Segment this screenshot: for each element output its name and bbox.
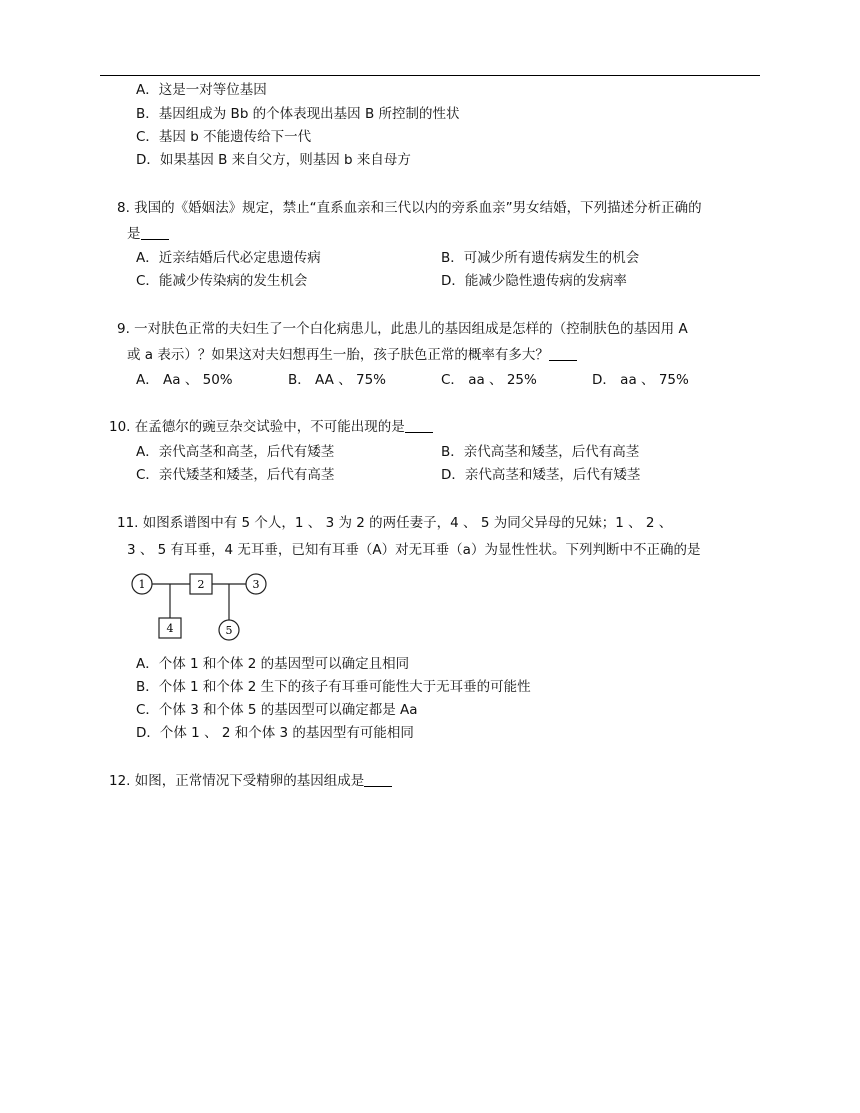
individual-3-label: 3 xyxy=(252,578,260,591)
q7-option-c: C．基因 b 不能遗传给下一代 xyxy=(136,129,312,145)
q9-stem-line2: 或 a 表示）？如果这对夫妇想再生一胎，孩子肤色正常的概率有多大？ xyxy=(127,345,577,365)
q10-option-d: D．亲代高茎和矮茎，后代有矮茎 xyxy=(441,467,641,483)
q10-option-c: C．亲代矮茎和矮茎，后代有高茎 xyxy=(136,467,335,483)
individual-5 xyxy=(219,620,239,640)
q11-option-c: C．个体 3 和个体 5 的基因型可以确定都是 Aa xyxy=(136,702,418,718)
q9-option-b: B． AA 、 75% xyxy=(288,372,386,388)
q9-option-d: D． aa 、 75% xyxy=(592,372,689,388)
q11-stem-line1: 11. 如图系谱图中有 5 个人，1 、 3 为 2 的两任妻子，4 、 5 为同父异母的兄妹；1 、 2 、 xyxy=(117,515,673,531)
header-rule xyxy=(100,75,760,76)
q8-stem-line1: 8. 我国的《婚姻法》规定，禁止“直系血亲和三代以内的旁系血亲”男女结婚，下列描述分析正确的 xyxy=(117,200,702,216)
q10-option-a: A．亲代高茎和高茎，后代有矮茎 xyxy=(136,444,335,460)
q9-stem-line1: 9. 一对肤色正常的夫妇生了一个白化病患儿，此患儿的基因组成是怎样的（控制肤色的基因用 A xyxy=(117,321,688,337)
individual-1 xyxy=(132,574,152,594)
answer-blank xyxy=(549,346,577,361)
q11-option-a: A．个体 1 和个体 2 的基因型可以确定且相同 xyxy=(136,656,410,672)
individual-1-label: 1 xyxy=(138,578,146,591)
q8-option-d: D．能减少隐性遗传病的发病率 xyxy=(441,273,627,289)
q10-option-b: B．亲代高茎和矮茎，后代有高茎 xyxy=(441,444,640,460)
q7-option-a: A．这是一对等位基因 xyxy=(136,82,267,98)
q11-stem-line2: 3 、 5 有耳垂，4 无耳垂，已知有耳垂（A）对无耳垂（a）为显性性状。下列判断中不正确的是 xyxy=(127,542,701,558)
q8-option-c: C．能减少传染病的发生机会 xyxy=(136,273,308,289)
q11-option-b: B．个体 1 和个体 2 生下的孩子有耳垂可能性大于无耳垂的可能性 xyxy=(136,679,531,695)
individual-4 xyxy=(159,618,181,638)
q8-stem-line2: 是 xyxy=(127,224,169,244)
individual-3 xyxy=(246,574,266,594)
answer-blank xyxy=(364,772,392,787)
q12-stem: 12. 如图，正常情况下受精卵的基因组成是 xyxy=(109,771,392,791)
q11-option-d: D．个体 1 、 2 和个体 3 的基因型有可能相同 xyxy=(136,725,414,741)
q7-option-b: B．基因组成为 Bb 的个体表现出基因 B 所控制的性状 xyxy=(136,106,460,122)
individual-5-label: 5 xyxy=(225,624,233,637)
q9-option-a: A． Aa 、 50% xyxy=(136,372,233,388)
q10-stem: 10. 在孟德尔的豌豆杂交试验中，不可能出现的是 xyxy=(109,417,433,437)
q8-option-b: B．可减少所有遗传病发生的机会 xyxy=(441,250,640,266)
answer-blank xyxy=(141,225,169,240)
individual-4-label: 4 xyxy=(166,622,174,635)
answer-blank xyxy=(405,418,433,433)
q8-option-a: A．近亲结婚后代必定患遗传病 xyxy=(136,250,321,266)
q9-option-c: C． aa 、 25% xyxy=(441,372,537,388)
individual-2-label: 2 xyxy=(197,578,205,591)
individual-2 xyxy=(190,574,212,594)
pedigree-diagram xyxy=(128,570,272,646)
q7-option-d: D．如果基因 B 来自父方，则基因 b 来自母方 xyxy=(136,152,411,168)
